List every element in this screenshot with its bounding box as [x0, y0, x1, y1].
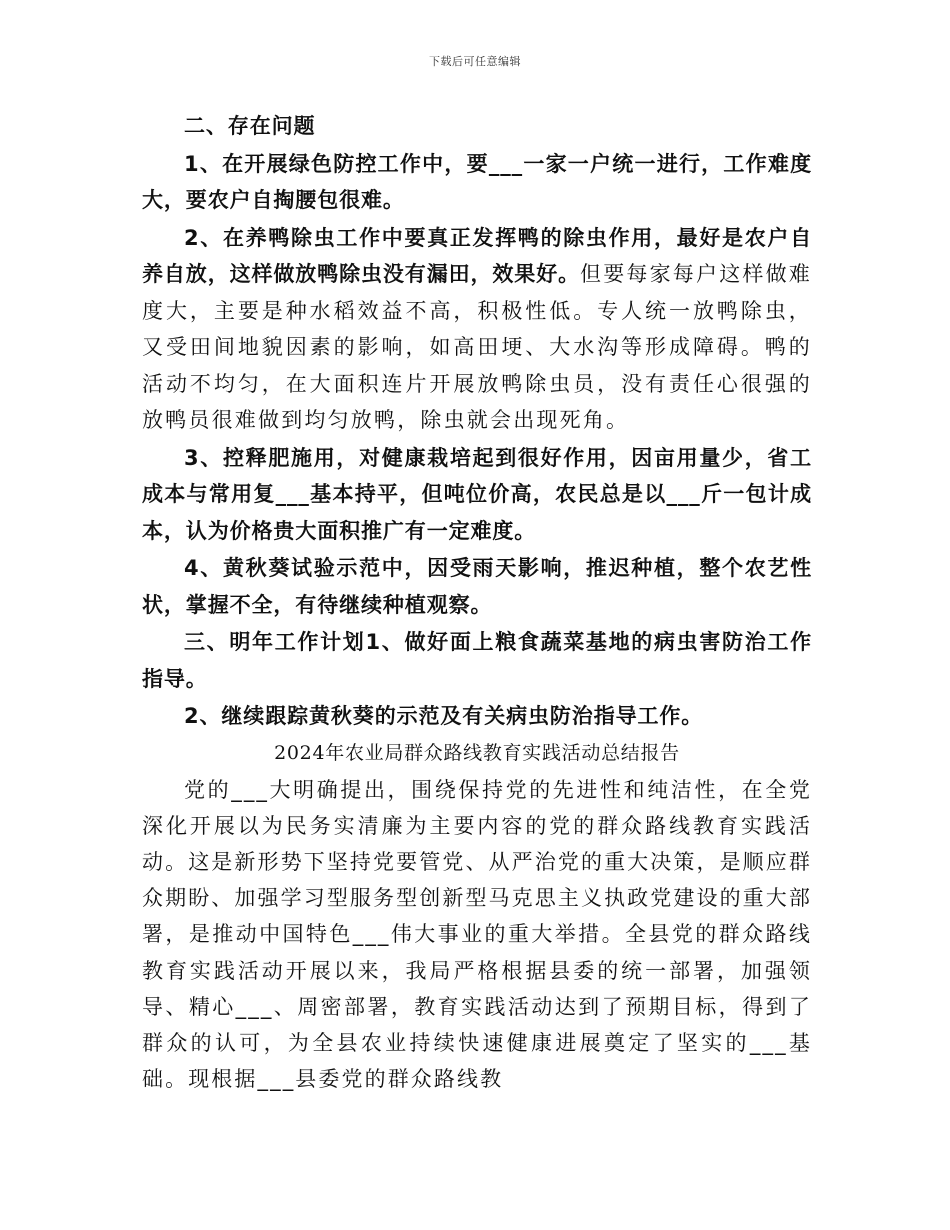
section-two-heading: 二、存在问题: [184, 114, 316, 138]
plan-2-paragraph: 2、继续跟踪黄秋葵的示范及有关病虫防治指导工作。: [184, 704, 704, 728]
page-header-note: 下载后可任意编辑: [429, 55, 521, 68]
problem-1-paragraph: 1、在开展绿色防控工作中，要___一家一户统一进行，工作难度大，要农户自掏腰包很难。: [142, 151, 812, 212]
report-body-paragraph: 党的___大明确提出，围绕保持党的先进性和纯洁性，在全党深化开展以为民务实清廉为主要内容的党的群众路线教育实践活动。这是新形势下坚持党要管党、从严治党的重大决策，是顺应群众期盼、加强学习型服务型创新型马克思主义执政党建设的重大部署，是推动中国特色___伟大事业的重大举措。全县党的群众路线教育实践活动开展以来，我局严格根据县委的统一部署，加强领导、精心___、周密部署，教育实践活动达到了预期目标，得到了群众的认可，为全县农业持续快速健康进展奠定了坚实的___基础。现根据___县委党的群众路线教: [142, 777, 812, 1092]
section-three-plan-paragraph: 三、明年工作计划1、做好面上粮食蔬菜基地的病虫害防治工作指导。: [142, 630, 812, 691]
problem-3-paragraph: 3、控释肥施用，对健康栽培起到很好作用，因亩用量少，省工成本与常用复___基本持平，但吨位价高，农民总是以___斤一包计成本，认为价格贵大面积推广有一定难度。: [142, 445, 812, 543]
report-title: 2024年农业局群众路线教育实践活动总结报告: [274, 741, 680, 764]
problem-2-paragraph: [142, 220, 812, 439]
problem-4-paragraph: 4、黄秋葵试验示范中，因受雨天影响，推迟种植，整个农艺性状，掌握不全，有待继续种植观察。: [142, 556, 812, 617]
problem-2-normal-text: 但要每家每户这样做难度大，主要是种水稻效益不高，积极性低。专人统一放鸭除虫，又受田间地貌因素的影响，如高田埂、大水沟等形成障碍。鸭的活动不均匀，在大面积连片开展放鸭除虫员，没有责任心很强的放鸭员很难做到均匀放鸭，除虫就会出现死角。: [142, 262, 812, 432]
document-content: [142, 108, 812, 1097]
problem-2-bold-text: 2、在养鸭除虫工作中要真正发挥鸭的除虫作用，最好是农户自养自放，这样做放鸭除虫没有漏田，效果好。: [142, 225, 812, 286]
